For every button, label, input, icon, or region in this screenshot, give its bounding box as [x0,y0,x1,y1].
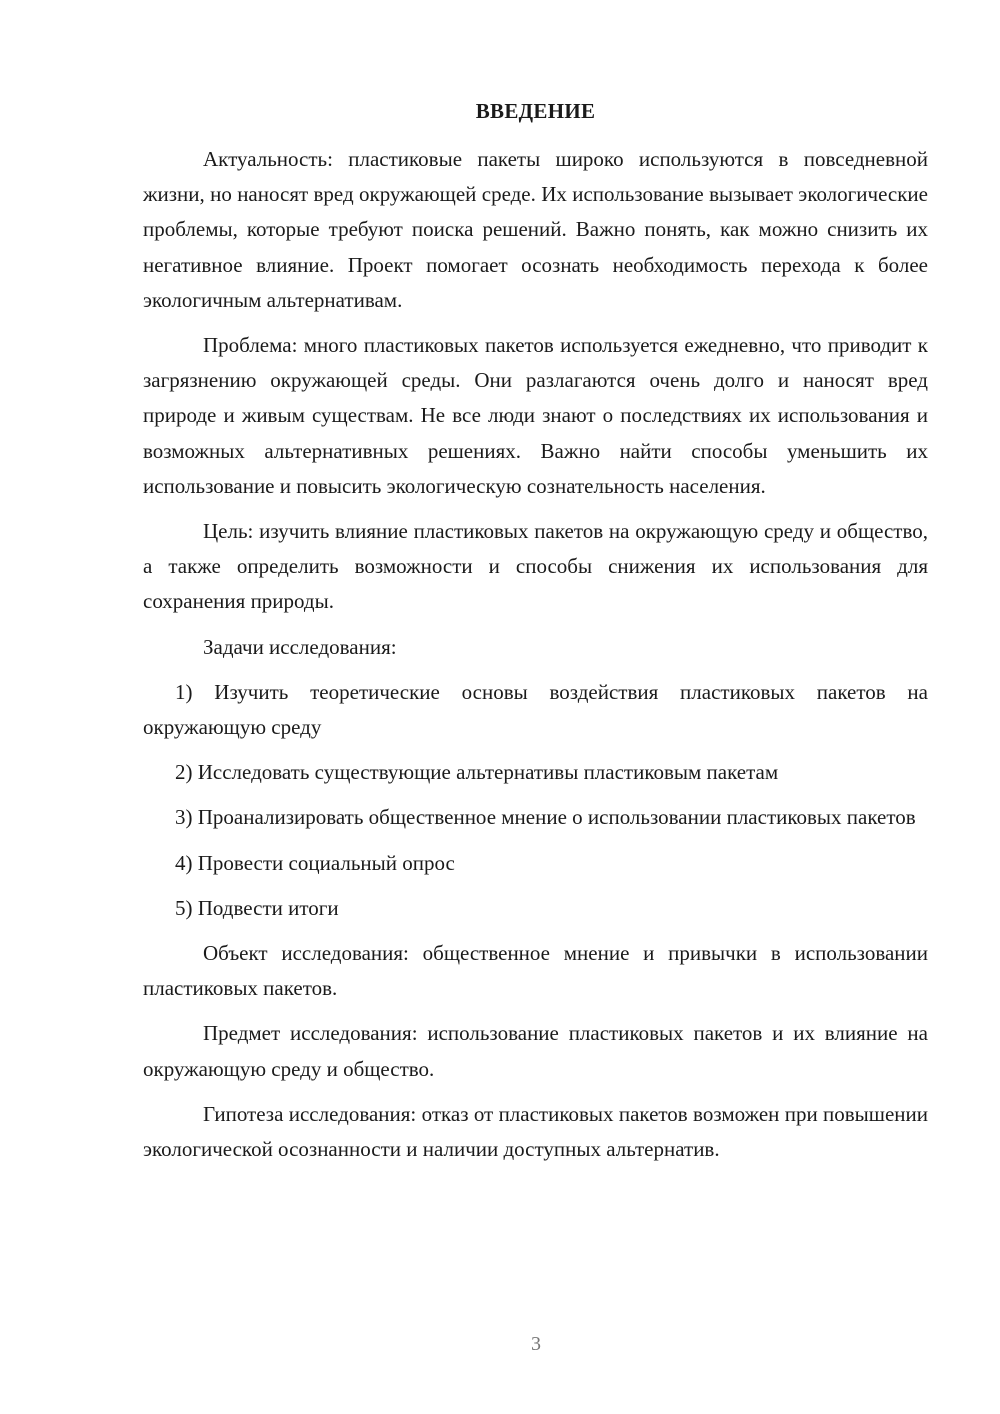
paragraph-hypothesis: Гипотеза исследования: отказ от пластиковых пакетов возможен при повышении экологической осознанности и наличии доступных альтернатив. [143,1101,928,1162]
paragraph-subject: Предмет исследования: использование пластиковых пакетов и их влияние на окружающую среду и общество. [143,1021,928,1081]
section-title: ВВЕДЕНИЕ [475,99,596,123]
page-number: 3 [531,1333,541,1355]
paragraph-goal: Цель: изучить влияние пластиковых пакетов на окружающую среду и общество, а также определить возможности и способы снижения их использования для сохранения природы. [143,519,928,614]
task-item-5: 5) Подвести итоги [175,895,339,920]
task-item-3: 3) Проанализировать общественное мнение о использовании пластиковых пакетов [175,805,916,830]
paragraph-relevance: Актуальность: пластиковые пакеты широко используются в повседневной жизни, но наносят вред окружающей среде. Их использование вызывает экологические проблемы, которые требуют поиска решений. Важно понять, как можно снизить их негативное влияние. Проект помогает осознать необходимость перехода к более экологичным альтернативам. [143,147,928,312]
task-item-4: 4) Провести социальный опрос [175,850,455,875]
task-item-2: 2) Исследовать существующие альтернативы пластиковым пакетам [175,760,779,785]
paragraph-object: Объект исследования: общественное мнение и привычки в использовании пластиковых пакетов. [143,941,928,1001]
paragraph-tasks-heading: Задачи исследования: [203,634,397,659]
paragraph-problem: Проблема: много пластиковых пакетов используется ежедневно, что приводит к загрязнению окружающей среды. Они разлагаются очень долго и наносят вред природе и живым существам. Не все люди знают о последствиях их использования и возможных альтернативных решениях. Важно найти способы уменьшить их использование и повысить экологическую сознательность населения. [143,333,928,498]
body-text [143,142,928,1177]
task-item-1: 1) Изучить теоретические основы воздействия пластиковых пакетов на окружающую среду [143,679,928,740]
